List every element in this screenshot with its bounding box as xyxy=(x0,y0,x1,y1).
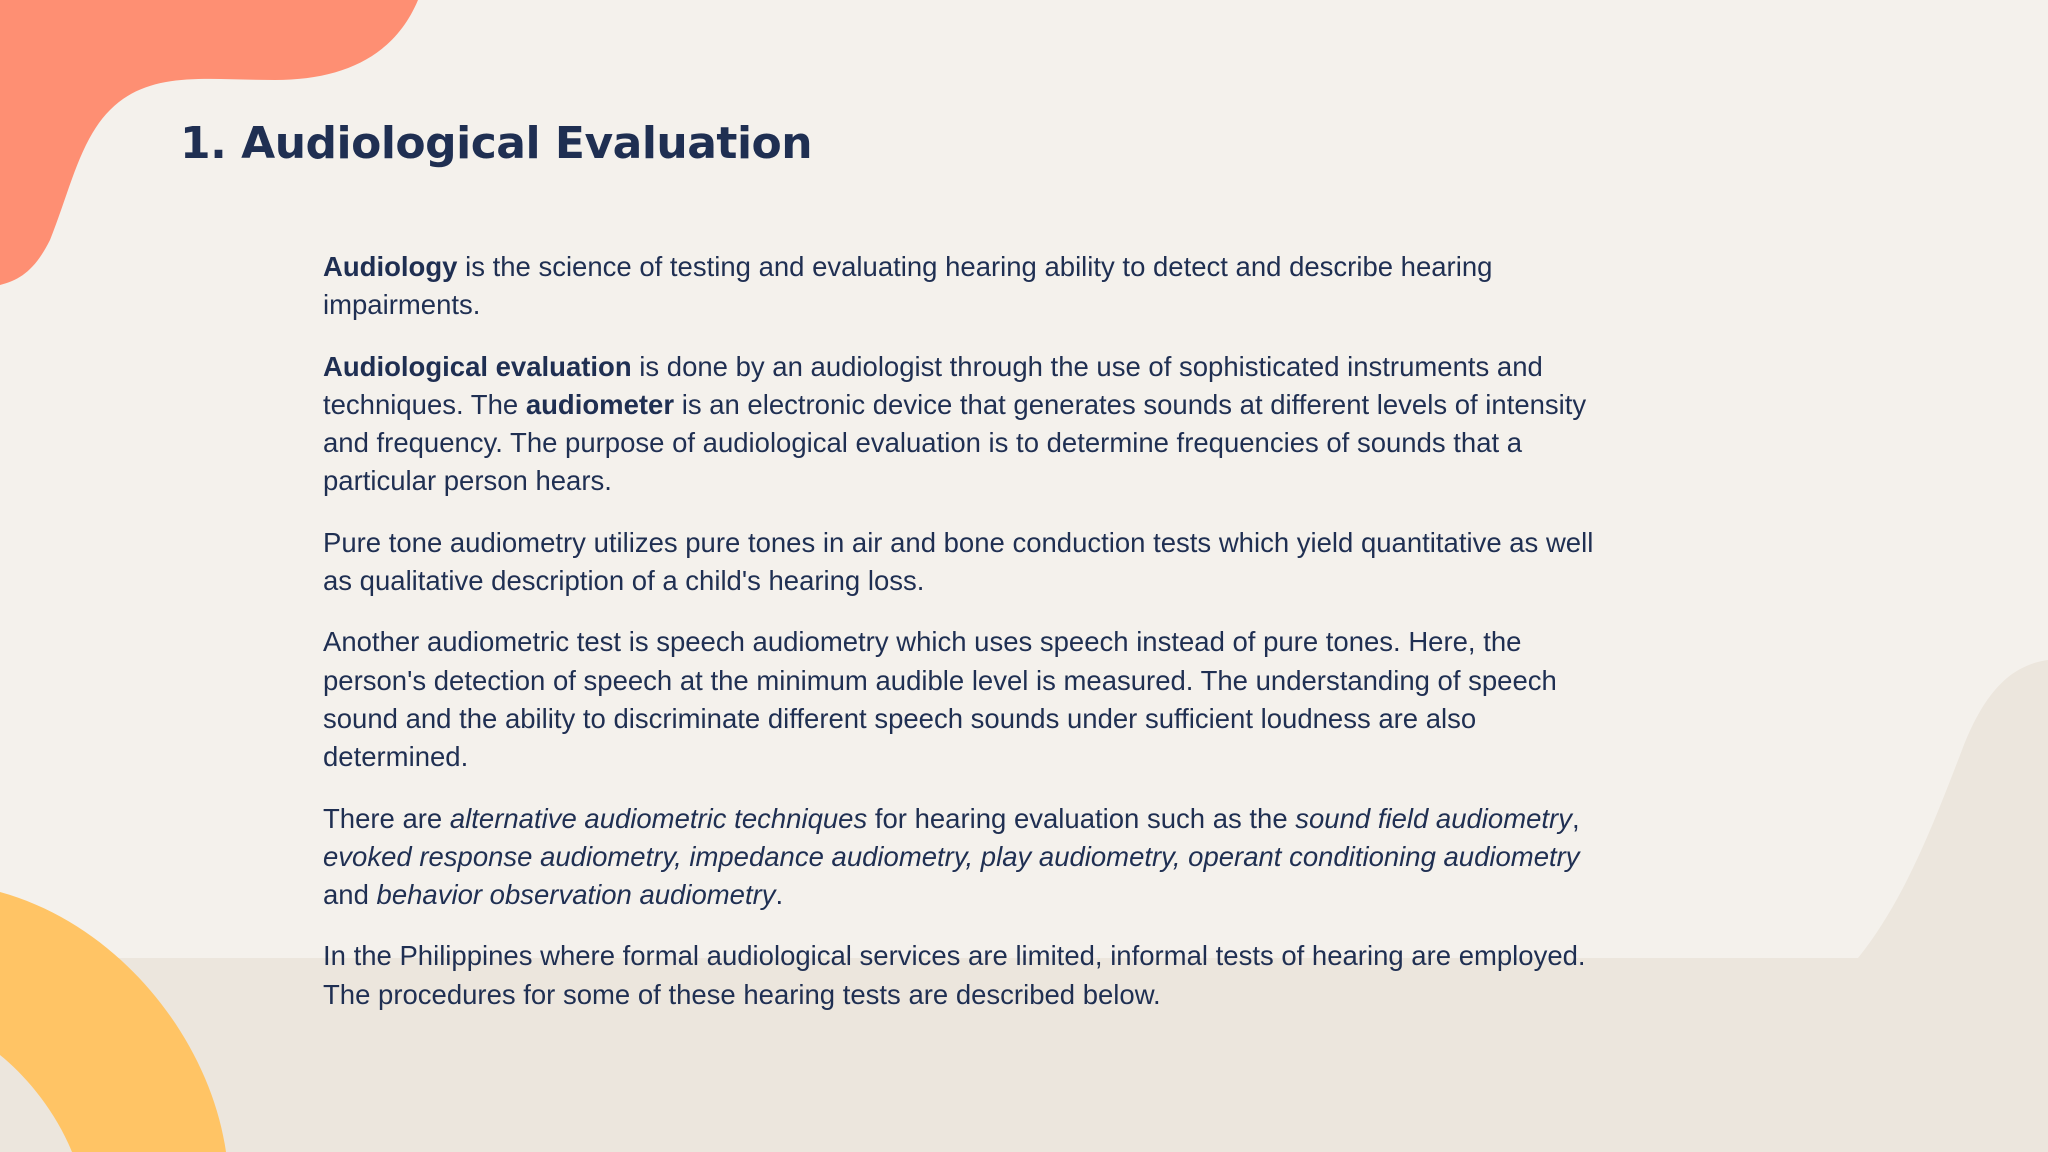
term-alternative-techniques: alternative audiometric techniques xyxy=(449,802,868,834)
term-audiometry-list: evoked response audiometry, impedance audiometry, play audiometry, operant conditioning audiometry xyxy=(323,840,1580,872)
paragraph-speech-audiometry xyxy=(323,623,1603,776)
term-audiological-evaluation: Audiological evaluation xyxy=(323,350,632,382)
paragraph-text: is an electronic device that generates sounds at different levels of intensity and frequency. The purpose of audiological evaluation is to determine frequencies of sounds that a particular person hears. xyxy=(323,388,1587,497)
slide-body xyxy=(323,248,1603,1037)
paragraph-text: and xyxy=(323,879,377,911)
paragraph-text: is the science of testing and evaluating hearing ability to detect and describe hearing impairments. xyxy=(323,251,1493,321)
paragraph-text: , xyxy=(1571,802,1580,834)
paragraph-pure-tone xyxy=(323,524,1603,601)
paragraph-alternative-techniques xyxy=(323,800,1603,915)
paragraph-text: There are xyxy=(323,802,450,834)
paragraph-audiological-evaluation xyxy=(323,348,1603,501)
paragraph-text: Pure tone audiometry utilizes pure tones in air and bone conduction tests which yield quantitative as well as qualitative description of a child's hearing loss. xyxy=(323,526,1594,597)
paragraph-audiology xyxy=(323,248,1603,325)
term-audiometer: audiometer xyxy=(525,388,675,420)
paragraph-text: is done by an audiologist through the use of sophisticated instruments and techniques. The xyxy=(323,350,1543,420)
paragraph-text: . xyxy=(775,879,784,911)
paragraph-text: for hearing evaluation such as the xyxy=(867,802,1296,834)
paragraph-philippines xyxy=(323,937,1603,1014)
paragraph-text: Another audiometric test is speech audiometry which uses speech instead of pure tones. Here, the person's detection of speech at the minimum audible level is measured. The understanding of speech sound and the ability to discriminate different speech sounds under sufficient loudness are also determined. xyxy=(323,626,1557,773)
paragraph-text: In the Philippines where formal audiological services are limited, informal tests of hearing are employed. The procedures for some of these hearing tests are described below. xyxy=(323,940,1586,1010)
slide-title: 1. Audiological Evaluation xyxy=(180,118,813,169)
term-behavior-observation: behavior observation audiometry xyxy=(376,879,776,911)
term-audiology: Audiology xyxy=(323,251,458,282)
term-sound-field: sound field audiometry xyxy=(1295,802,1572,834)
